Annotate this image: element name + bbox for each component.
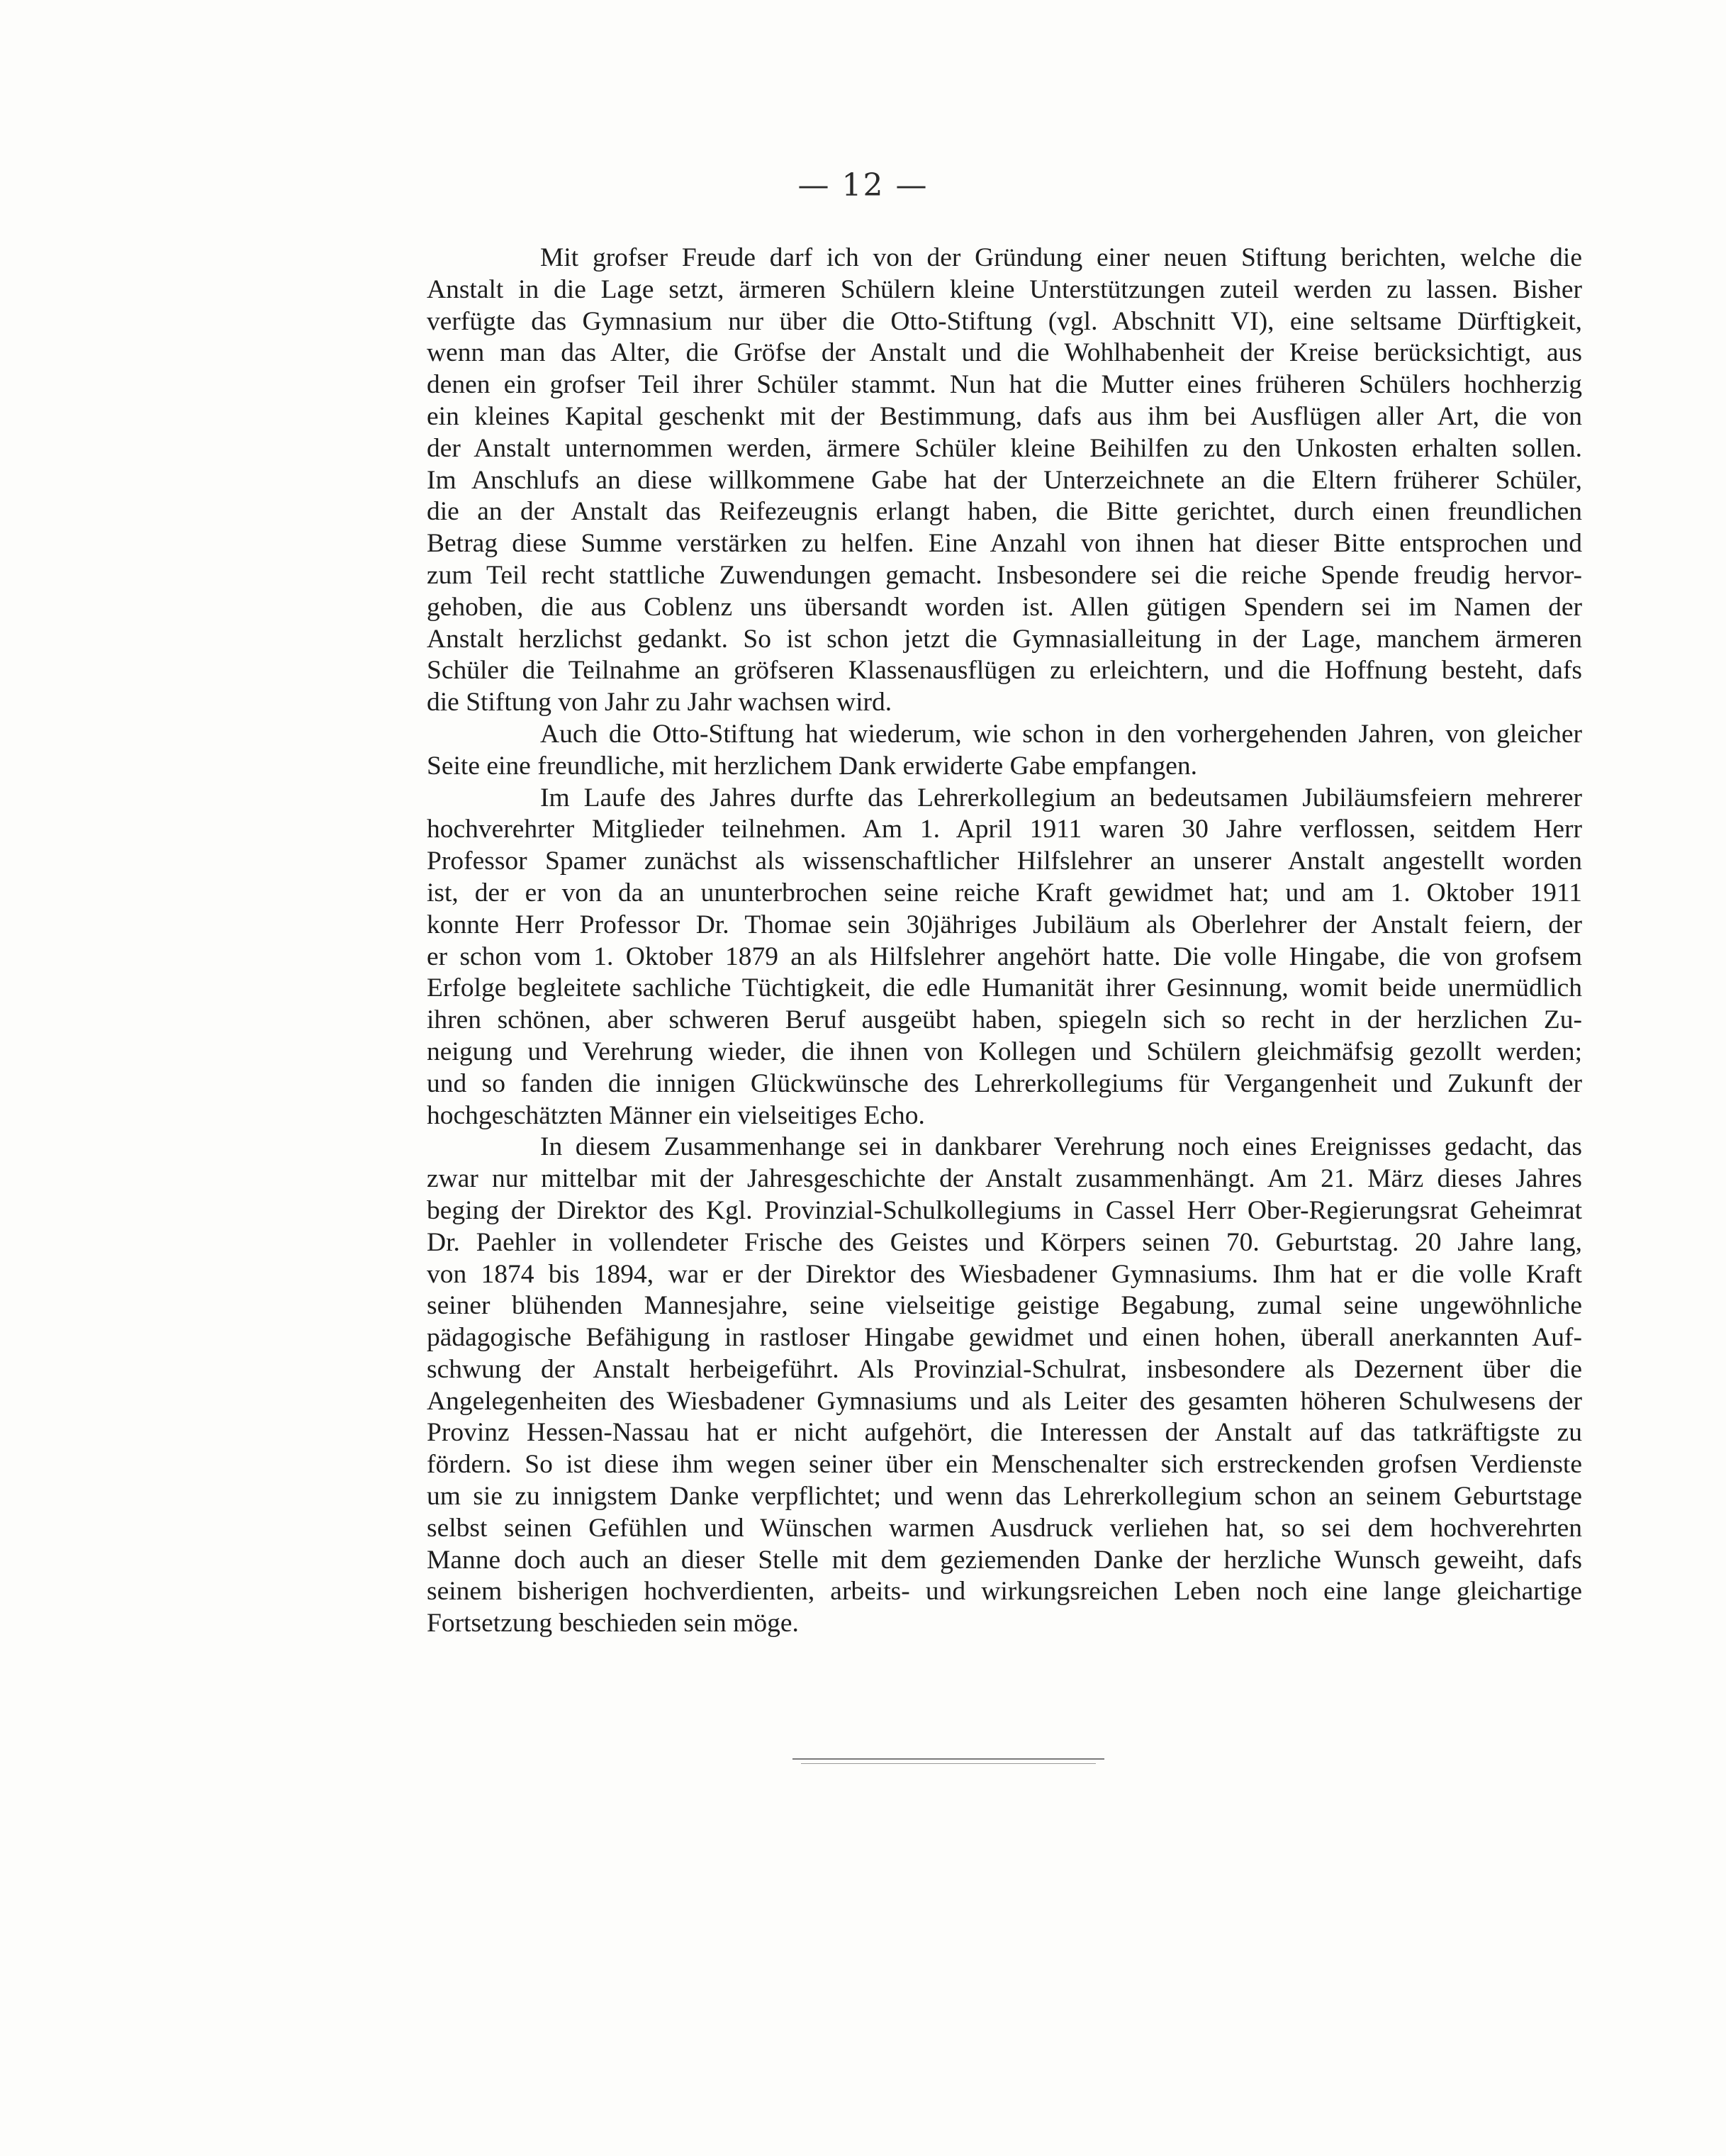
text-line: seiner blühenden Mannesjahre, seine vielseitige geistige Begabung, zumal seine ungewöhnliche — [427, 1291, 1582, 1321]
text-line: die an der Anstalt das Reifezeugnis erlangt haben, die Bitte gerichtet, durch einen freundlichen — [427, 497, 1582, 527]
text-line: Betrag diese Summe verstärken zu helfen. Eine Anzahl von ihnen hat dieser Bitte entsprochen und — [427, 529, 1582, 559]
text-line: selbst seinen Gefühlen und Wünschen warmen Ausdruck verliehen hat, so sei dem hochverehrten — [427, 1513, 1582, 1543]
paragraph-jubilees — [313, 783, 1582, 1132]
text-line: fördern. So ist diese ihm wegen seiner über ein Menschenalter sich erstreckenden grofsen Verdienste — [427, 1450, 1582, 1480]
text-line: schwung der Anstalt herbeigeführt. Als Provinzial-Schulrat, insbesondere als Dezernent über die — [427, 1354, 1582, 1384]
text-line: Dr. Paehler in vollendeter Frische des Geistes und Körpers seinen 70. Geburtstag. 20 Jahre lang, — [427, 1227, 1582, 1257]
text-line: Seite eine freundliche, mit herzlichem Dank erwiderte Gabe empfangen. — [427, 751, 1198, 781]
paragraph-paehler — [313, 1132, 1582, 1640]
text-line: denen ein grofser Teil ihrer Schüler stammt. Nun hat die Mutter eines früheren Schülers hochherzig — [427, 370, 1582, 400]
text-line: In diesem Zusammenhange sei in dankbarer Verehrung noch eines Ereignisses gedacht, das — [540, 1132, 1582, 1162]
text-line: ein kleines Kapital geschenkt mit der Bestimmung, dafs aus ihm bei Ausflügen aller Art, die von — [427, 401, 1582, 431]
text-line: wenn man das Alter, die Gröfse der Anstalt und die Wohlhabenheit der Kreise berücksichtigt, aus — [427, 338, 1582, 368]
text-line: um sie zu innigstem Danke verpflichtet; und wenn das Lehrerkollegium schon an seinem Geburtstage — [427, 1482, 1582, 1512]
text-line: er schon vom 1. Oktober 1879 an als Hilfslehrer angehört hatte. Die volle Hingabe, die von grofsem — [427, 942, 1582, 971]
text-line: gehoben, die aus Coblenz uns übersandt worden ist. Allen gütigen Spendern sei im Namen der — [427, 592, 1582, 622]
text-line: Mit grofser Freude darf ich von der Gründung einer neuen Stiftung berichten, welche die — [540, 243, 1582, 272]
text-line: Anstalt herzlichst gedankt. So ist schon jetzt die Gymnasialleitung in der Lage, manchem ärmeren — [427, 624, 1582, 654]
text-line: Professor Spamer zunächst als wissenschaftlicher Hilfslehrer an unserer Anstalt angestellt worden — [427, 847, 1582, 876]
text-line: Auch die Otto-Stiftung hat wiederum, wie schon in den vorhergehenden Jahren, von gleicher — [540, 719, 1582, 749]
text-line: seinem bisherigen hochverdienten, arbeits- und wirkungsreichen Leben noch eine lange gleichartige — [427, 1577, 1582, 1607]
body-text — [313, 242, 1582, 1640]
closing-rule — [792, 1758, 1104, 1760]
text-line: Im Laufe des Jahres durfte das Lehrerkollegium an bedeutsamen Jubiläumsfeiern mehrerer — [540, 783, 1582, 812]
text-line: ihren schönen, aber schweren Beruf ausgeübt haben, spiegeln sich so recht in der herzlichen Zu- — [427, 1005, 1582, 1035]
text-line: pädagogische Befähigung in rastloser Hingabe gewidmet und einen hohen, überall anerkannten Auf- — [427, 1323, 1582, 1353]
text-line: neigung und Verehrung wieder, die ihnen von Kollegen und Schülern gleichmäfsig gezollt werden; — [427, 1037, 1582, 1066]
text-line: Schüler die Teilnahme an gröfseren Klassenausflügen zu erleichtern, und die Hoffnung besteht, dafs — [427, 656, 1582, 686]
text-line: hochgeschätzten Männer ein vielseitiges Echo. — [427, 1100, 925, 1130]
text-line: der Anstalt unternommen werden, ärmere Schüler kleine Beihilfen zu den Unkosten erhalten sollen. — [427, 433, 1582, 463]
text-line: beging der Direktor des Kgl. Provinzial-Schulkollegiums in Cassel Herr Ober-Regierungsrat Geheimrat — [427, 1195, 1582, 1225]
paragraph-otto-stiftung — [313, 719, 1582, 783]
paragraph-foundation — [313, 242, 1582, 719]
text-line: ist, der er von da an ununterbrochen seine reiche Kraft gewidmet hat; und am 1. Oktober 1911 — [427, 878, 1582, 907]
text-line: Provinz Hessen-Nassau hat er nicht aufgehört, die Interessen der Anstalt auf das tatkräftigste zu — [427, 1418, 1582, 1448]
closing-rule-secondary — [801, 1763, 1096, 1764]
text-line: hochverehrter Mitglieder teilnehmen. Am 1. April 1911 waren 30 Jahre verflossen, seitdem Herr — [427, 815, 1582, 844]
text-line: Im Anschlufs an diese willkommene Gabe hat der Unterzeichnete an die Eltern früherer Schüler, — [427, 465, 1582, 495]
text-line: Erfolge begleitete sachliche Tüchtigkeit, die edle Humanität ihrer Gesinnung, womit beide unermüdlich — [427, 973, 1582, 1003]
text-line: und so fanden die innigen Glückwünsche des Lehrerkollegiums für Vergangenheit und Zukunft der — [427, 1068, 1582, 1098]
text-line: Manne doch auch an dieser Stelle mit dem geziemenden Danke der herzliche Wunsch geweiht, dafs — [427, 1545, 1582, 1575]
text-line: Anstalt in die Lage setzt, ärmeren Schülern kleine Unterstützungen zuteil werden zu lassen. Bisher — [427, 274, 1582, 304]
text-line: zum Teil recht stattliche Zuwendungen gemacht. Insbesondere sei die reiche Spende freudig hervor- — [427, 560, 1582, 590]
text-line: konnte Herr Professor Dr. Thomae sein 30jähriges Jubiläum als Oberlehrer der Anstalt feiern, der — [427, 910, 1582, 939]
text-line: Fortsetzung beschieden sein möge. — [427, 1609, 799, 1638]
text-line: von 1874 bis 1894, war er der Direktor des Wiesbadener Gymnasiums. Ihm hat er die volle Kraft — [427, 1259, 1582, 1289]
text-line: Angelegenheiten des Wiesbadener Gymnasiums und als Leiter des gesamten höheren Schulwesens der — [427, 1386, 1582, 1416]
text-line: verfügte das Gymnasium nur über die Otto-Stiftung (vgl. Abschnitt VI), eine seltsame Dürftigkeit, — [427, 306, 1582, 336]
text-line: die Stiftung von Jahr zu Jahr wachsen wird. — [427, 688, 892, 717]
page-number: — 12 — — [797, 167, 929, 203]
text-line: zwar nur mittelbar mit der Jahresgeschichte der Anstalt zusammenhängt. Am 21. März dieses Jahres — [427, 1164, 1582, 1194]
